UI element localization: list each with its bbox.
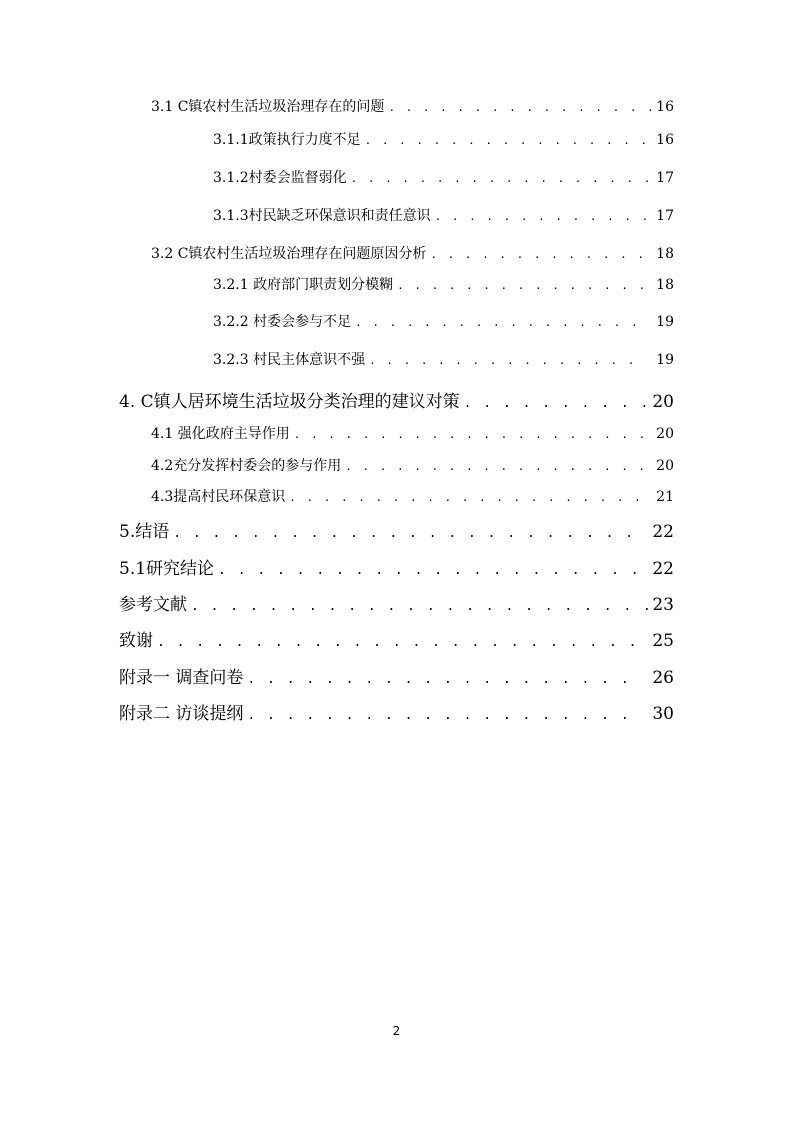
- toc-entry-appendix-2[interactable]: [119, 699, 674, 724]
- toc-leader-dots: [355, 316, 644, 329]
- toc-entry-label: 参考文献: [119, 595, 187, 615]
- toc-entry-3-2-2[interactable]: [213, 311, 674, 331]
- toc-leader-dots: [191, 599, 648, 614]
- toc-leader-dots: [289, 491, 652, 504]
- toc-page-number: 26: [652, 668, 674, 688]
- toc-leader-dots: [345, 460, 652, 473]
- toc-entry-3-1-2[interactable]: [213, 167, 674, 187]
- toc-entry-acknowledgements[interactable]: [119, 626, 674, 651]
- toc-page-number: 22: [652, 522, 674, 542]
- toc-entry-4-2[interactable]: [151, 455, 674, 475]
- toc-leader-dots: [388, 101, 652, 114]
- toc-entry-label: 3.2.1 政府部门职责划分模糊: [213, 277, 394, 293]
- footer-page-number: 2: [392, 1024, 401, 1038]
- toc-page-number: 30: [652, 704, 674, 724]
- toc-leader-dots: [157, 635, 648, 650]
- toc-entry-3-2-1[interactable]: [213, 274, 674, 294]
- toc-entry-3-2[interactable]: [151, 243, 674, 263]
- toc-page-number: 16: [656, 99, 674, 115]
- toc-leader-dots: [218, 563, 648, 578]
- toc-entry-label: 附录一 调查问卷: [119, 668, 244, 688]
- toc-page-number: 18: [656, 246, 674, 262]
- toc-page-number: 19: [656, 352, 674, 368]
- toc-entry-3-1[interactable]: [151, 96, 674, 116]
- toc-entry-label: 3.2 C镇农村生活垃圾治理存在问题原因分析: [151, 246, 427, 262]
- toc-entry-3-1-1[interactable]: [213, 129, 674, 149]
- toc-entry-4-3[interactable]: [151, 486, 674, 506]
- toc-leader-dots: [435, 210, 653, 223]
- toc-page-number: 17: [656, 208, 674, 224]
- toc-page-number: 20: [656, 458, 674, 474]
- toc-entry-appendix-1[interactable]: [119, 663, 674, 688]
- toc-entry-label: 4. C镇人居环境生活垃圾分类治理的建议对策: [119, 392, 460, 412]
- toc-entry-label: 3.2.3 村民主体意识不强: [213, 352, 366, 368]
- toc-leader-dots: [173, 526, 648, 541]
- toc-entry-label: 4.2充分发挥村委会的参与作用: [151, 458, 342, 474]
- toc-entry-5[interactable]: [119, 517, 674, 542]
- toc-leader-dots: [397, 279, 644, 292]
- toc-leader-dots: [369, 354, 644, 367]
- toc-entry-5-1[interactable]: [119, 554, 674, 579]
- toc-entry-label: 4.1 强化政府主导作用: [151, 426, 290, 442]
- toc-entry-label: 3.1.3村民缺乏环保意识和责任意识: [213, 208, 431, 224]
- toc-entry-label: 3.1 C镇农村生活垃圾治理存在的问题: [151, 99, 385, 115]
- toc-page-number: 18: [656, 277, 674, 293]
- toc-leader-dots: [247, 708, 638, 723]
- toc-entry-label: 3.2.2 村委会参与不足: [213, 314, 352, 330]
- toc-leader-dots: [247, 672, 638, 687]
- toc-page-number: 20: [656, 426, 674, 442]
- toc-entry-label: 5.1研究结论: [119, 559, 215, 579]
- toc-entry-3-2-3[interactable]: [213, 349, 674, 369]
- toc-entry-label: 附录二 访谈提纲: [119, 704, 244, 724]
- toc-page-number: 21: [656, 489, 674, 505]
- toc-entry-4[interactable]: [119, 387, 674, 412]
- toc-entry-3-1-3[interactable]: [213, 205, 674, 225]
- toc-leader-dots: [351, 172, 653, 185]
- toc-page-number: 22: [652, 559, 674, 579]
- toc-entry-label: 4.3提高村民环保意识: [151, 489, 286, 505]
- toc-leader-dots: [294, 428, 652, 441]
- toc-entry-references[interactable]: [119, 590, 674, 615]
- toc-entry-label: 5.结语: [119, 522, 170, 542]
- toc-page-number: 23: [652, 595, 674, 615]
- toc-page-number: 19: [656, 314, 674, 330]
- toc-page-number: 17: [656, 170, 674, 186]
- toc-entry-4-1[interactable]: [151, 423, 674, 443]
- toc-page-number: 20: [652, 392, 674, 412]
- toc-entry-label: 3.1.2村委会监督弱化: [213, 170, 347, 186]
- toc-leader-dots: [430, 248, 652, 261]
- toc-entry-label: 3.1.1政策执行力度不足: [213, 132, 361, 148]
- toc-leader-dots: [464, 396, 649, 411]
- toc-leader-dots: [365, 134, 653, 147]
- toc-page-number: 16: [656, 132, 674, 148]
- toc-page-number: 25: [652, 631, 674, 651]
- toc-entry-label: 致谢: [119, 631, 153, 651]
